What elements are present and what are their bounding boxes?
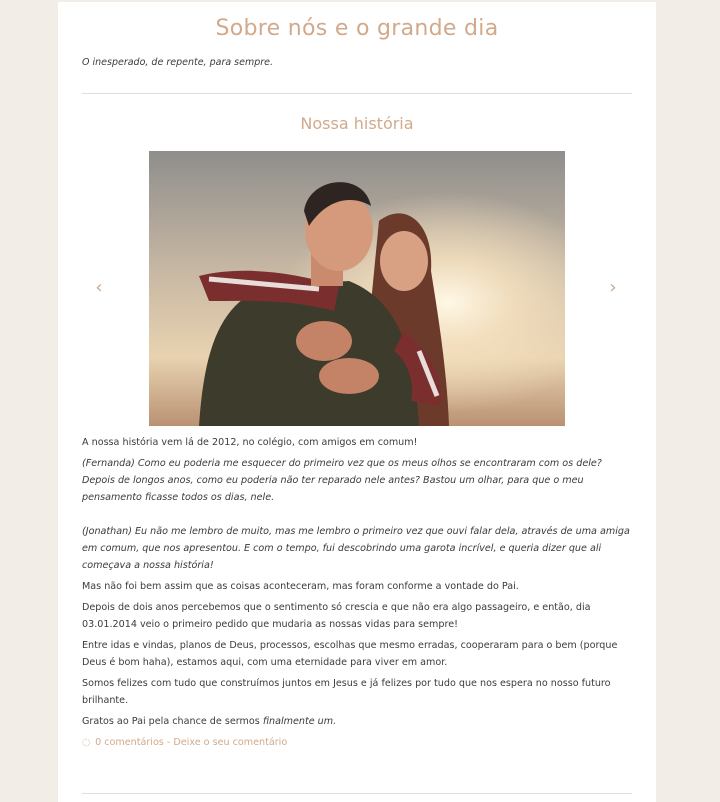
chevron-left-icon[interactable]: ‹	[95, 277, 103, 298]
couple-photo	[149, 151, 565, 426]
page-subtitle: O inesperado, de repente, para sempre.	[82, 57, 274, 68]
story-paragraph: A nossa história vem lá de 2012, no colégio, com amigos em comum!	[82, 437, 418, 448]
page-title: Sobre nós e o grande dia	[215, 16, 499, 41]
section-title: Nossa história	[300, 114, 414, 133]
story-paragraph-fernanda: (Fernanda) Como eu poderia me esquecer do primeiro vez que os meus olhos se encontraram com os dele? Depois de longos anos, como eu poderia não ter reparado nele antes? Bastou um olhar, para que o meu pensamento ficasse todos os dias, nele.	[82, 458, 602, 503]
story-paragraph: Somos felizes com tudo que construímos juntos em Jesus e já felizes por tudo que nos espera no nosso futuro brilhante.	[82, 678, 611, 706]
comments-link[interactable]	[82, 734, 634, 751]
story-paragraph: Depois de dois anos percebemos que o sentimento só crescia e que não era algo passageiro, e então, dia 03.01.2014 veio o primeiro pedido que mudaria as nossas vidas para sempre!	[82, 602, 591, 630]
divider	[82, 793, 632, 794]
chevron-right-icon[interactable]: ›	[609, 277, 617, 298]
story-paragraph-jonathan: (Jonathan) Eu não me lembro de muito, mas me lembro o primeiro vez que ouvi falar dela, através de uma amiga em comum, que nos apresentou. E com o tempo, fui descobrindo uma garota incrível, e queria dizer que ali começava a nossa história!	[82, 526, 630, 571]
closing-text: Gratos ao Pai pela chance de sermos	[82, 716, 260, 727]
comment-icon: ◌	[82, 737, 91, 748]
closing-emphasis: finalmente um.	[262, 716, 337, 727]
story-text	[82, 434, 634, 751]
story-paragraph: Mas não foi bem assim que as coisas aconteceram, mas foram conforme a vontade do Pai.	[82, 581, 519, 592]
comments-label: 0 comentários - Deixe o seu comentário	[95, 737, 288, 748]
article-card	[58, 2, 656, 802]
story-paragraph: Entre idas e vindas, planos de Deus, processos, escolhas que mesmo erradas, cooperaram para o bem (porque Deus é bom haha), estamos aqui, com uma eternidade para viver em amor.	[82, 640, 618, 668]
story-paragraph-closing	[82, 713, 634, 730]
divider	[82, 93, 632, 94]
